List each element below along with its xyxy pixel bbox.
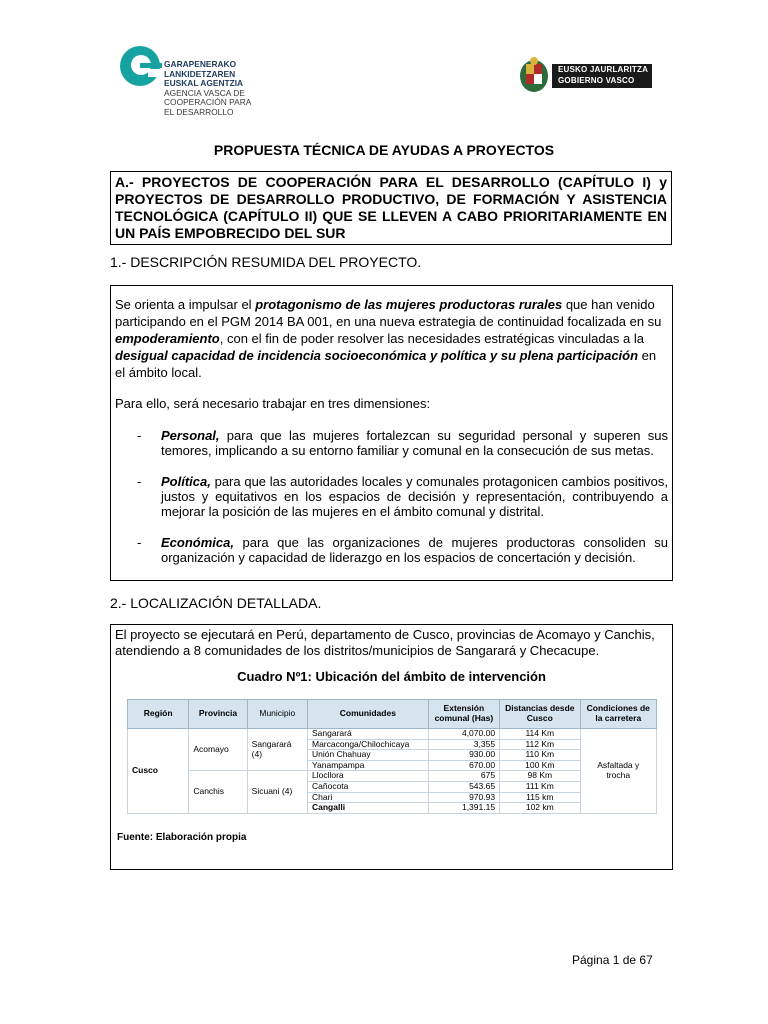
text-span: Se orienta a impulsar el [115,297,256,312]
extension-cell: 543.65 [428,781,499,792]
comunidad-cell: Unión Chahuay [308,750,429,761]
distance-cell: 100 Km [500,760,580,771]
page-title: PROPUESTA TÉCNICA DE AYUDAS A PROYECTOS [213,142,555,158]
bullet-economica [115,535,668,565]
text-span: , con el fin de poder resolver las necesidades estratégicas vinculadas a la [219,331,644,346]
extension-cell: 670.00 [428,760,499,771]
table-row [128,729,657,740]
table-header-row [128,700,657,729]
extension-cell: 675 [428,771,499,782]
bullet-dash: - [137,474,142,489]
location-table [127,699,657,814]
emphasis: protagonismo de las mujeres productoras rurales [255,297,563,312]
gov-logo-line1: EUSKO JAURLARITZA [558,65,649,74]
region-cell: Cusco [128,729,189,814]
column-header: Condiciones de la carretera [580,700,656,729]
comunidad-cell: Yanampampa [308,760,429,771]
logo-line: LANKIDETZAREN [164,68,236,79]
agency-e-logo-icon [118,44,162,88]
distance-cell: 102 km [500,803,580,814]
column-header: Provincia [189,700,247,729]
logo-line: EUSKAL AGENTZIA [164,78,244,89]
bullet-term: Personal, [161,428,220,443]
bullet-term: Económica, [161,535,234,550]
source-note: Fuente: Elaboración propia [117,832,247,843]
section-a-box: A.- PROYECTOS DE COOPERACIÓN PARA EL DESARROLLO (CAPÍTULO I) y PROYECTOS DE DESARROLLO PRODUCTIVO, DE FORMACIÓN Y ASISTENCIA TECNOLÓGICA (CAPÍTULO II) QUE SE LLEVEN A CABO PRIORITARIAMENTE EN UN PAÍS EMPOBRECIDO DEL SUR [110,171,672,245]
bullet-dash: - [137,535,142,550]
comunidad-cell: Cañocota [308,781,429,792]
bullet-text: para que las mujeres fortalezcan su seguridad personal y superen sus temores, implicando a su entorno familiar y comunal en la consecución de sus metas. [161,428,668,458]
distance-cell: 111 Km [500,781,580,792]
province-cell: Acomayo [189,729,247,771]
distance-cell: 98 Km [500,771,580,782]
agency-logo [118,42,298,122]
logo-line: EL DESARROLLO [164,106,234,117]
bullet-text: para que las organizaciones de mujeres productoras consoliden su organización y capacidad de liderazgo en los espacios de concertación y decisión. [161,535,668,565]
bullet-text: para que las autoridades locales y comunales protagonicen cambios positivos, justos y equitativos en los espacios de decisión y representación, contribuyendo a mejorar la posición de las mujeres en el ámbito comunal y distrital. [161,474,668,519]
distance-cell: 115 km [500,792,580,803]
basque-seal-icon [518,54,550,94]
text-span: en el ámbito local. [115,348,657,380]
extension-cell: 970.93 [428,792,499,803]
comunidad-cell: Marcaconga/Chilochicaya [308,739,429,750]
municipio-cell: Sangarará (4) [247,729,307,771]
road-condition-cell: Asfaltada y trocha [580,729,656,814]
comunidad-cell: Chari [308,792,429,803]
bullet-dash: - [137,428,142,443]
location-box [110,624,673,870]
extension-cell: 1,391.15 [428,803,499,814]
extension-cell: 930.00 [428,750,499,761]
distance-cell: 110 Km [500,750,580,761]
table-title: Cuadro Nº1: Ubicación del ámbito de intervención [237,669,546,684]
bullet-term: Política, [161,474,211,489]
bullet-politica [115,474,668,519]
province-cell: Canchis [189,771,247,813]
emphasis: desigual capacidad de incidencia socioeconómica y política y su plena participación [115,348,639,363]
comunidad-cell: Llocllora [308,771,429,782]
column-header: Extensión comunal (Has) [428,700,499,729]
dimensions-intro: Para ello, será necesario trabajar en tres dimensiones: [115,396,431,411]
heading-localizacion: 2.- LOCALIZACIÓN DETALLADA. [110,595,322,611]
heading-descripcion: 1.- DESCRIPCIÓN RESUMIDA DEL PROYECTO. [110,254,422,270]
location-intro: El proyecto se ejecutará en Perú, departamento de Cusco, provincias de Acomayo y Canchis, atendiendo a 8 comunidades de los distritos/municipios de Sangarará y Checacupe. [115,627,655,658]
distance-cell: 114 Km [500,729,580,740]
description-paragraph [115,296,668,381]
comunidad-cell: Sangarará [308,729,429,740]
comunidad-cell: Cangalli [308,803,429,814]
logo-line: GARAPENERAKO [164,59,237,69]
government-logo [518,54,658,100]
municipio-cell: Sicuani (4) [247,771,307,813]
column-header: Distancias desde Cusco [500,700,580,729]
logo-line: AGENCIA VASCA DE [164,87,245,98]
text-span: que han venido participando en el PGM 2014 BA 001, en una nueva estrategia de continuidad focalizada en su [115,297,662,329]
column-header: Región [128,700,189,729]
logo-line: COOPERACIÓN PARA [164,97,252,108]
column-header: Municipio [247,700,307,729]
description-box [110,285,673,581]
extension-cell: 4,070.00 [428,729,499,740]
distance-cell: 112 Km [500,739,580,750]
gov-logo-line2: GOBIERNO VASCO [558,76,635,85]
table-row [128,771,657,782]
bullet-personal [115,428,668,458]
column-header: Comunidades [308,700,429,729]
page-number: Página 1 de 67 [572,953,653,967]
extension-cell: 3,355 [428,739,499,750]
emphasis: empoderamiento [115,331,220,346]
